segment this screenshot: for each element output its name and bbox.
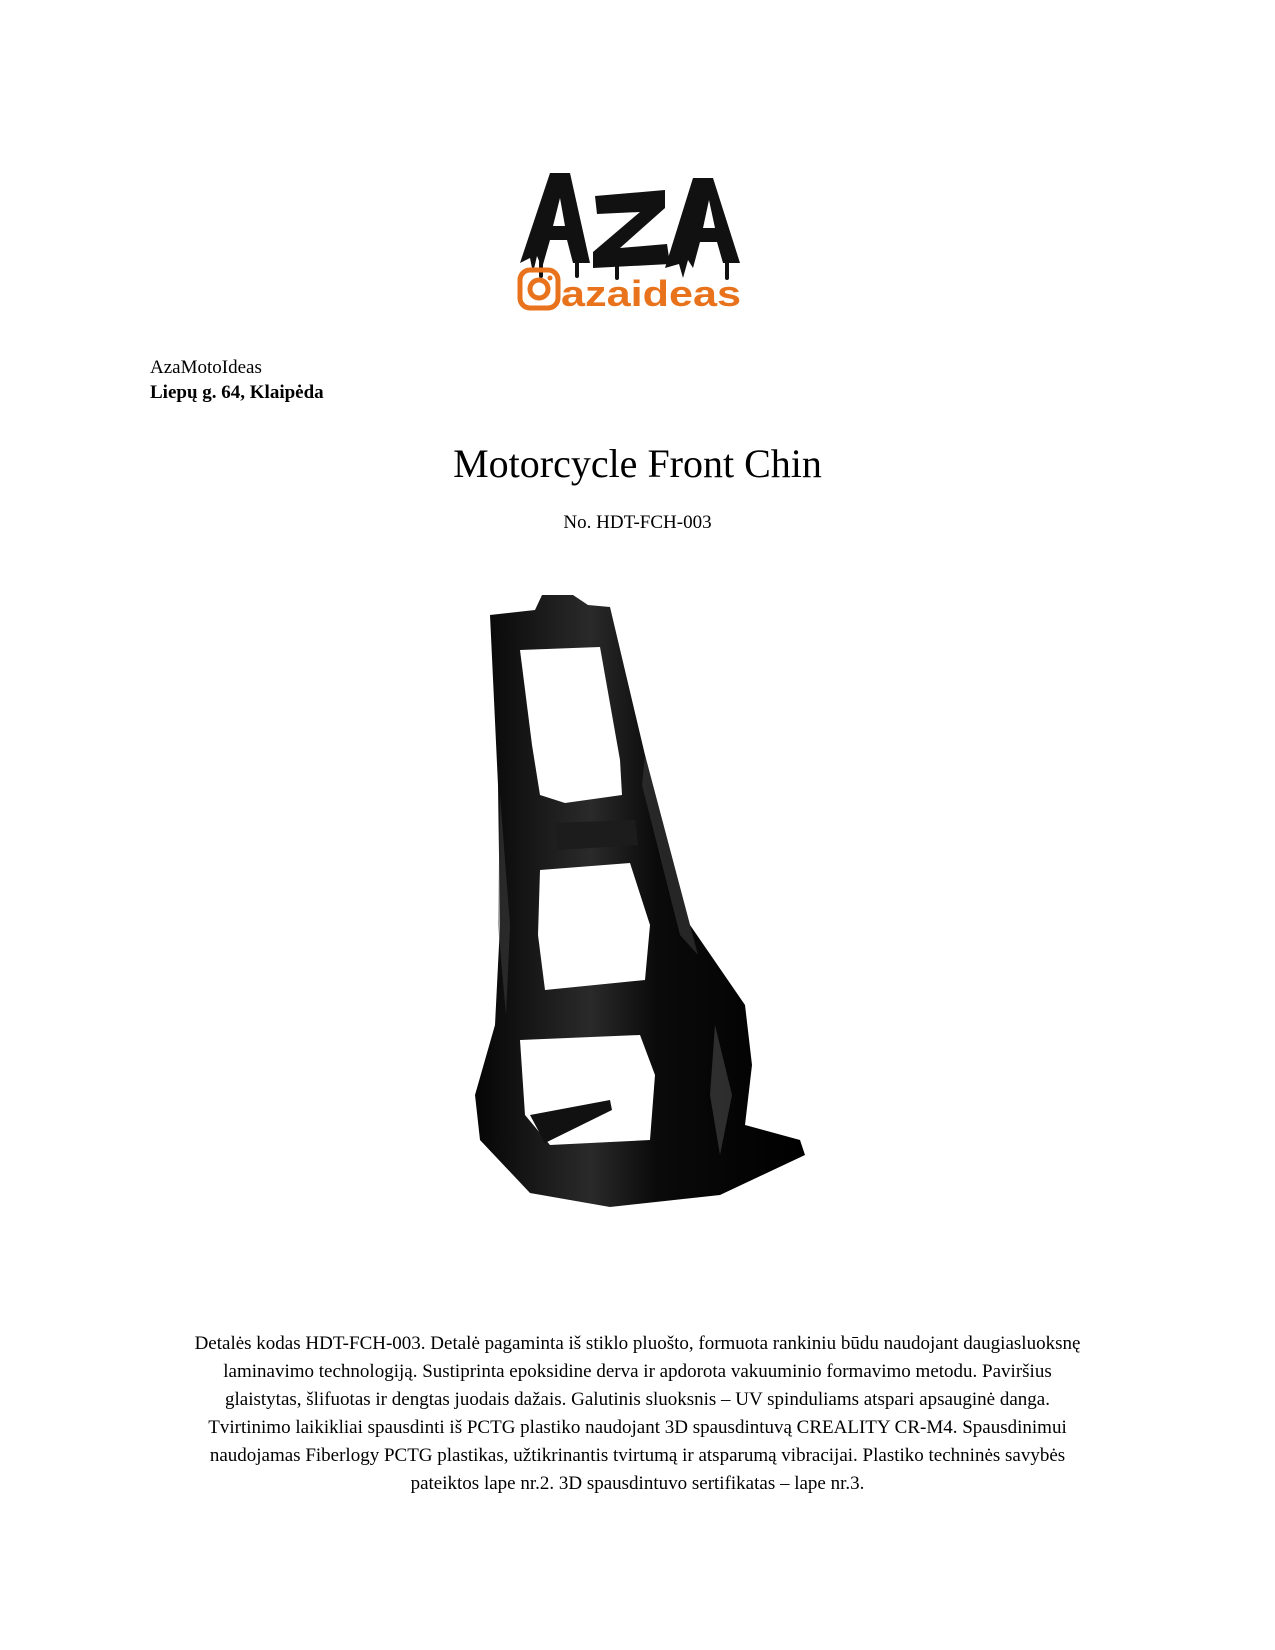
product-image bbox=[470, 595, 860, 1260]
company-name: AzaMotoIdeas bbox=[150, 357, 262, 378]
product-description bbox=[140, 1330, 1135, 1498]
brand-logo bbox=[515, 168, 755, 318]
logo-handle: azaideas bbox=[561, 273, 741, 314]
document-title: Motorcycle Front Chin bbox=[453, 441, 822, 486]
description-line: Tvirtinimo laikikliai spausdinti iš PCTG plastiko naudojant 3D spausdintuvą CREALITY CR-M4. Spausdinimui bbox=[208, 1417, 1067, 1438]
description-line: laminavimo technologiją. Sustiprinta epoksidine derva ir apdorota vakuuminio formavimo metodu. Paviršius bbox=[223, 1361, 1052, 1382]
company-block bbox=[150, 355, 324, 405]
company-address: Liepų g. 64, Klaipėda bbox=[150, 382, 324, 403]
description-line: glaistytas, šlifuotas ir dengtas juodais dažais. Galutinis sluoksnis – UV spinduliams atspari apsauginė danga. bbox=[225, 1389, 1050, 1410]
description-line: pateiktos lape nr.2. 3D spausdintuvo sertifikatas – lape nr.3. bbox=[410, 1473, 865, 1494]
document-number: No. HDT-FCH-003 bbox=[563, 512, 712, 533]
description-line: Detalės kodas HDT-FCH-003. Detalė pagaminta iš stiklo pluošto, formuota rankiniu būdu naudojant daugiasluoksnę bbox=[194, 1333, 1081, 1354]
description-line: naudojamas Fiberlogy PCTG plastikas, užtikrinantis tvirtumą ir atsparumą vibracijai. Plastiko techninės savybės bbox=[209, 1445, 1066, 1466]
